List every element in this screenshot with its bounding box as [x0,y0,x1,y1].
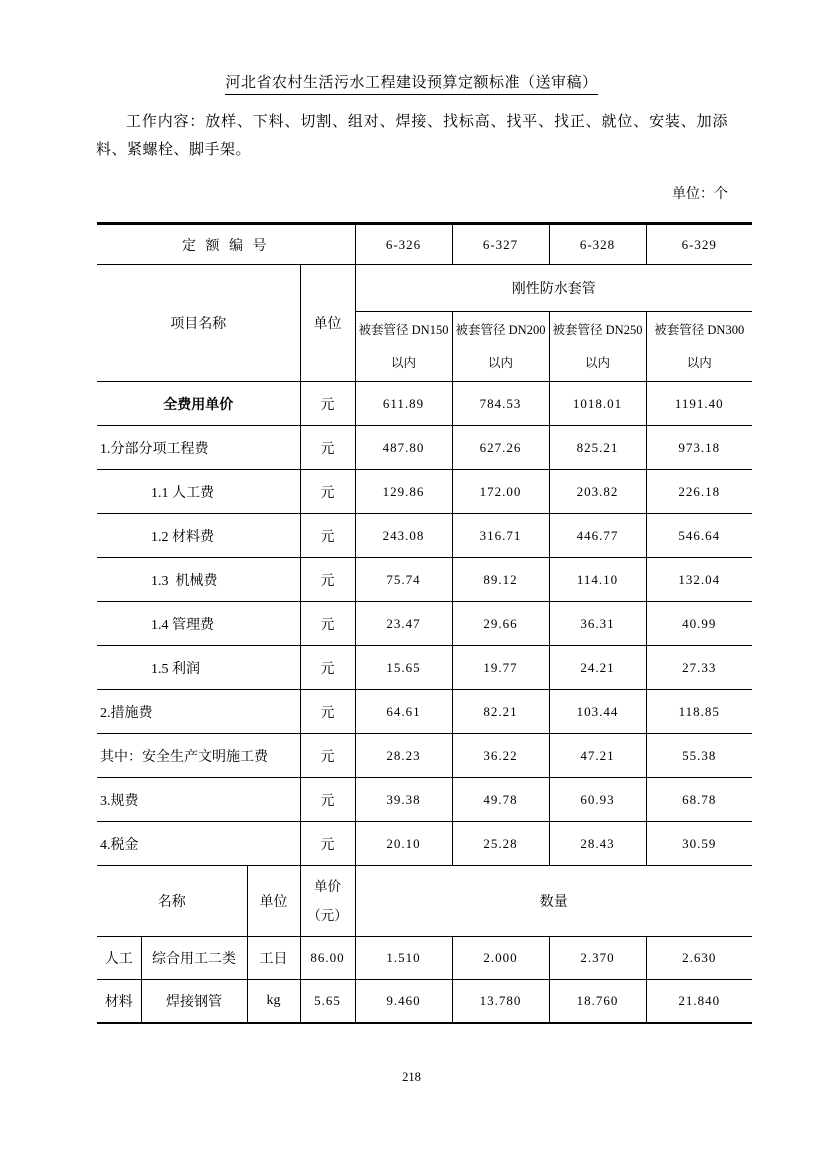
sub-header-line1: 被套管径 DN200 [455,322,546,337]
fee-row-value: 1191.40 [646,382,752,426]
fee-row [97,426,752,470]
fee-row-unit: 元 [300,514,355,558]
fee-row-label: 1.5 利润 [97,646,300,690]
sub-header-line2: 以内 [487,355,513,370]
quota-table [97,222,752,1024]
fee-row-label: 1.2 材料费 [97,514,300,558]
fee-row-value: 47.21 [549,734,646,778]
fee-row-unit: 元 [300,646,355,690]
fee-row-unit: 元 [300,822,355,866]
quota-code: 6-326 [355,224,452,265]
fee-row-value: 1018.01 [549,382,646,426]
fee-row-label: 1.4 管理费 [97,602,300,646]
fee-row-label: 2.措施费 [97,690,300,734]
fee-row-label: 1.分部分项工程费 [97,426,300,470]
quota-code: 6-329 [646,224,752,265]
fee-row-value: 30.59 [646,822,752,866]
fee-row-value: 25.28 [452,822,549,866]
resource-header-row [97,866,752,937]
fee-row-value: 40.99 [646,602,752,646]
fee-row-value: 36.31 [549,602,646,646]
fee-row-value: 55.38 [646,734,752,778]
fee-row-label: 4.税金 [97,822,300,866]
price-header-line2: （元） [307,908,348,923]
page-title [0,71,823,92]
resource-row [97,937,752,980]
fee-row-label: 1.1 人工费 [97,470,300,514]
resource-qty: 2.630 [646,937,752,980]
fee-row [97,514,752,558]
fee-row [97,690,752,734]
sub-header-line1: 被套管径 DN300 [654,322,745,337]
resource-header-rows [97,866,752,937]
fee-row-value: 68.78 [646,778,752,822]
sub-header-line2: 以内 [686,355,712,370]
fee-row-label: 3.规费 [97,778,300,822]
fee-row-value: 129.86 [355,470,452,514]
fee-row-value: 60.93 [549,778,646,822]
fee-row-value: 49.78 [452,778,549,822]
resource-row [97,980,752,1023]
quota-code: 6-328 [549,224,646,265]
sub-header-line2: 以内 [390,355,416,370]
page-number: 218 [402,1070,421,1084]
group-header: 刚性防水套管 [355,265,752,312]
fee-row-value: 118.85 [646,690,752,734]
resource-qty: 18.760 [549,980,646,1023]
fee-row-value: 64.61 [355,690,452,734]
fee-row-value: 132.04 [646,558,752,602]
fee-row-value: 27.33 [646,646,752,690]
fee-row-value: 29.66 [452,602,549,646]
fee-row [97,382,752,426]
fee-row-value: 82.21 [452,690,549,734]
unit-note: 单位：个 [672,187,728,202]
fee-row-value: 39.38 [355,778,452,822]
fee-row-value: 114.10 [549,558,646,602]
fee-row-unit: 元 [300,734,355,778]
fee-row-value: 20.10 [355,822,452,866]
quota-number-label: 定 额 编 号 [97,224,355,265]
fee-row-value: 89.12 [452,558,549,602]
resource-unit: kg [247,980,300,1023]
resource-name-header: 名称 [97,866,247,937]
fee-row-value: 243.08 [355,514,452,558]
fee-row-value: 15.65 [355,646,452,690]
resource-price: 86.00 [300,937,355,980]
sub-header-dn200 [452,312,549,382]
sub-header-dn150 [355,312,452,382]
resource-category: 人工 [97,937,141,980]
item-name-header: 项目名称 [97,265,300,382]
fee-row-value: 973.18 [646,426,752,470]
resource-name: 焊接钢管 [141,980,247,1023]
sub-header-dn250 [549,312,646,382]
quota-code-row [97,224,752,265]
resource-name: 综合用工二类 [141,937,247,980]
fee-row-value: 19.77 [452,646,549,690]
resource-price: 5.65 [300,980,355,1023]
fee-row-value: 103.44 [549,690,646,734]
fee-row-value: 316.71 [452,514,549,558]
fee-row-value: 784.53 [452,382,549,426]
resource-category: 材料 [97,980,141,1023]
fee-row-label: 全费用单价 [97,382,300,426]
fee-row-label: 其中：安全生产文明施工费 [97,734,300,778]
work-content-paragraph: 工作内容：放样、下料、切割、组对、焊接、找标高、找平、找正、就位、安装、加添料、紧螺栓、脚手架。 [96,114,728,158]
fee-row [97,778,752,822]
fee-row-value: 487.80 [355,426,452,470]
fee-row-unit: 元 [300,470,355,514]
fee-row-unit: 元 [300,602,355,646]
fee-row-unit: 元 [300,558,355,602]
fee-row [97,602,752,646]
resource-qty: 2.370 [549,937,646,980]
fee-row-value: 627.26 [452,426,549,470]
resource-rows [97,937,752,1023]
fee-row [97,470,752,514]
fee-row-unit: 元 [300,690,355,734]
fee-row-value: 446.77 [549,514,646,558]
page-title-text: 河北省农村生活污水工程建设预算定额标准（送审稿） [225,75,597,95]
sub-header-line1: 被套管径 DN150 [358,322,449,337]
resource-unit: 工日 [247,937,300,980]
resource-qty: 1.510 [355,937,452,980]
fee-row [97,734,752,778]
fee-rows [97,382,752,866]
sub-header-dn300 [646,312,752,382]
resource-price-header [300,866,355,937]
sub-header-line1: 被套管径 DN250 [552,322,643,337]
fee-row-value: 24.21 [549,646,646,690]
fee-row-value: 203.82 [549,470,646,514]
fee-row-value: 172.00 [452,470,549,514]
resource-qty: 13.780 [452,980,549,1023]
fee-row-unit: 元 [300,778,355,822]
fee-row-unit: 元 [300,426,355,470]
fee-row-value: 36.22 [452,734,549,778]
price-header-line1: 单价 [314,879,341,894]
fee-row-label: 1.3 机械费 [97,558,300,602]
fee-row-value: 226.18 [646,470,752,514]
header-rows [97,224,752,382]
unit-header: 单位 [300,265,355,382]
fee-row [97,558,752,602]
fee-row-value: 23.47 [355,602,452,646]
group-header-row [97,265,752,312]
fee-row-value: 28.43 [549,822,646,866]
fee-row-value: 75.74 [355,558,452,602]
fee-row-value: 546.64 [646,514,752,558]
fee-row [97,822,752,866]
resource-qty: 9.460 [355,980,452,1023]
quota-code: 6-327 [452,224,549,265]
fee-row-unit: 元 [300,382,355,426]
sub-header-line2: 以内 [584,355,610,370]
fee-row-value: 28.23 [355,734,452,778]
resource-qty: 2.000 [452,937,549,980]
fee-row-value: 611.89 [355,382,452,426]
fee-row [97,646,752,690]
resource-unit-header: 单位 [247,866,300,937]
fee-row-value: 825.21 [549,426,646,470]
resource-qty: 21.840 [646,980,752,1023]
resource-qty-header: 数量 [355,866,752,937]
